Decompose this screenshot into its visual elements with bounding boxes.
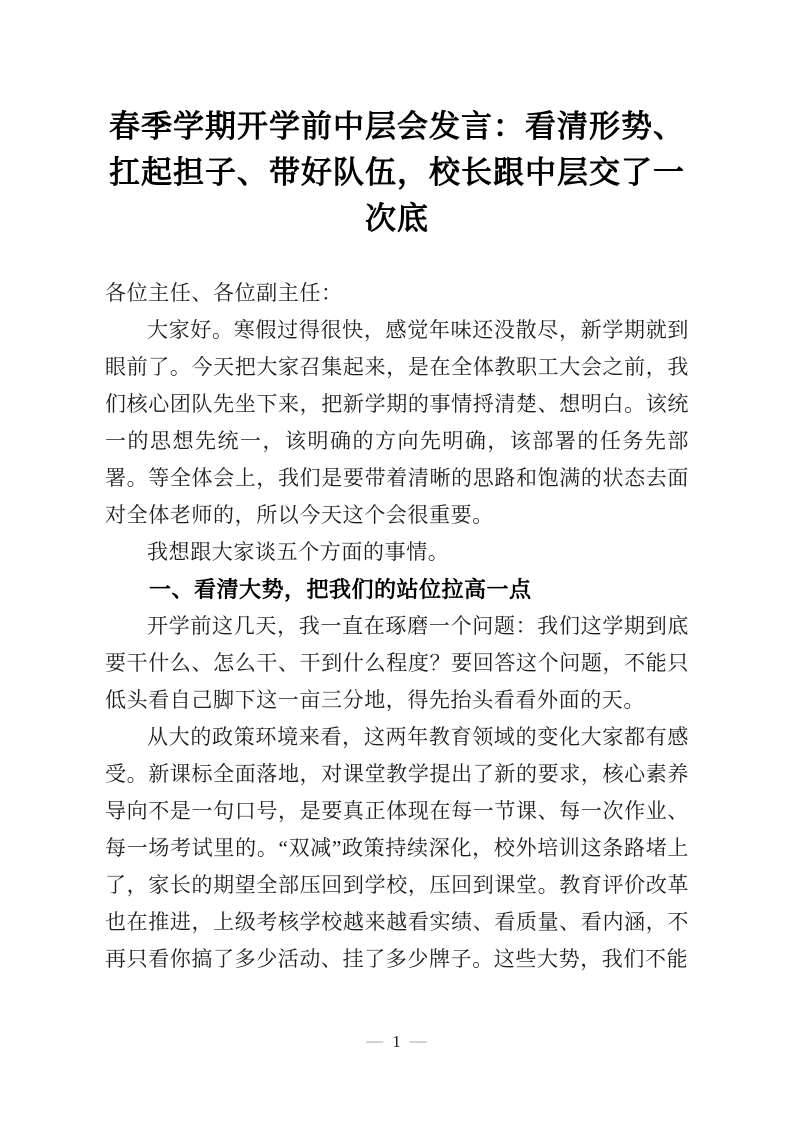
paragraph-opening: 大家好。寒假过得很快，感觉年味还没散尽，新学期就到眼前了。今天把大家召集起来，是在全体教职工大会之前，我们核心团队先坐下来，把新学期的事情捋清楚、想明白。该统一的思想先统一，该明确的方向先明确，该部署的任务先部署。等全体会上，我们是要带着清晰的思路和饱满的状态去面对全体老师的，所以今天这个会很重要。 (105, 318, 689, 527)
paragraph-policy-environment: 从大的政策环境来看，这两年教育领域的变化大家都有感受。新课标全面落地，对课堂教学提出了新的要求，核心素养导向不是一句口号，是要真正体现在每一节课、每一次作业、每一场考试里的。“双减”政策持续深化，校外培训这条路堵上了，家长的期望全部压回到学校，压回到课堂。教育评价改革也在推进，上级考核学校越来越看实绩、看质量、看内涵，不再只看你搞了多少活动、挂了多少牌子。这些大势，我们不能 (105, 725, 689, 971)
greeting-line: 各位主任、各位副主任： (105, 281, 343, 305)
document-title: 春季学期开学前中层会发言：看清形势、扛起担子、带好队伍，校长跟中层交了一次底 (109, 109, 685, 236)
footer-dash-right: — (409, 1031, 427, 1050)
paragraph-overview: 我想跟大家谈五个方面的事情。 (147, 540, 450, 564)
footer-dash-left: — (366, 1031, 384, 1050)
section-heading-1: 一、看清大势，把我们的站位拉高一点 (149, 577, 532, 602)
page-footer (0, 1032, 793, 1052)
page-number: 1 (392, 1032, 401, 1051)
paragraph-section1-intro: 开学前这几天，我一直在琢磨一个问题：我们这学期到底要干什么、怎么干、干到什么程度？要回答这个问题，不能只低头看自己脚下这一亩三分地，得先抬头看看外面的天。 (105, 614, 689, 712)
